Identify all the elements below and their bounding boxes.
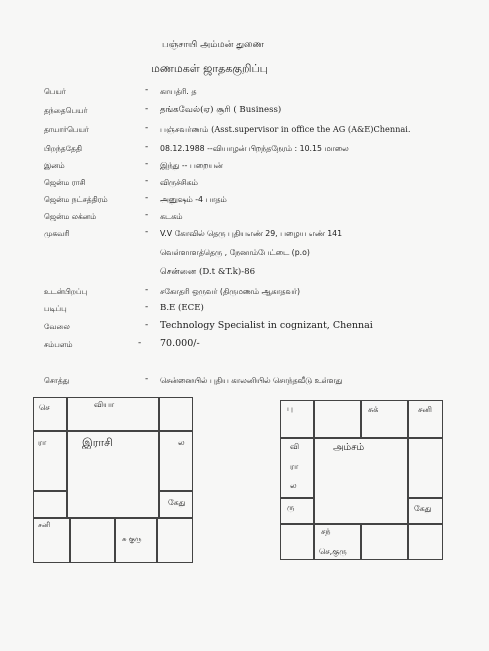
rasi-cell [33,491,67,518]
amsam-cell [314,524,361,560]
rasi-cell-text: வியா [94,400,115,409]
amsam-cell-text: சனி [418,405,432,414]
label-star: ஜென்ம நட்சத்திரம் [44,195,108,204]
rasi-cell [115,518,157,563]
value-rasi: விருச்சிகம் [160,178,198,187]
rasi-center-label: இராசி [82,436,113,449]
amsam-cell [361,524,408,560]
label-occupation: வேலை [44,322,70,331]
rasi-cell [33,518,70,563]
amsam-cell [408,524,443,560]
label-name: பெயர் [44,87,66,96]
amsam-cell-text: சந் [321,527,331,536]
value-siblings: சகோதரி ஒருவர் (திருமணம் ஆகாதவர்) [160,287,301,296]
amsam-cell-text: ல [290,481,297,490]
row-dash: - [145,374,149,384]
amsam-cell [314,400,361,438]
value-occupation: Technology Specialist in cognizant, Chennai [160,320,373,331]
amsam-cell [408,498,443,524]
label-father-name: தந்தைபெயர் [44,106,88,115]
rasi-cell-text: ரா [38,438,47,447]
rasi-cell [33,431,67,491]
amsam-cell-text: கேது [414,504,432,513]
value-community: இந்து -- பறையன் [160,161,223,170]
value-date-of-birth: 08.12.1988 --வியாழன் பிறந்தநேரம் : 10.15 மாலை [160,144,349,153]
value-lagnam: கடகம் [160,212,183,221]
row-dash: - [145,210,149,220]
amsam-cell-text: வி [290,442,300,451]
value-star: அனுஷம் -4 பாதம் [160,195,227,204]
label-lagnam: ஜென்ம லக்னம் [44,212,97,221]
amsam-cell [280,498,314,524]
row-dash: - [145,193,149,203]
invocation-heading: பஞ்சாயி அம்மன் துணை [162,40,264,50]
row-dash: - [145,320,149,330]
label-address: முகவரி [44,229,70,238]
rasi-cell [67,397,159,431]
rasi-cell [33,397,67,431]
amsam-cell-text: செ,குரு [319,547,347,556]
row-dash: - [145,142,149,152]
amsam-cell-text: ரா [290,462,299,471]
label-date-of-birth: பிறந்ததேதி [44,144,82,153]
label-mother-name: தாயார்பெயர் [44,125,89,134]
amsam-cell-text: சுக் [368,405,379,414]
rasi-cell [70,518,115,563]
row-dash: - [145,285,149,295]
row-dash: - [145,302,149,312]
value-education: B.E (ECE) [160,303,204,313]
label-education: படிப்பு [44,304,67,313]
row-dash: - [138,338,142,348]
value-father-name: தங்கவேல்(ஏ) சூரி ( Business) [160,105,282,115]
value-name: காயத்ரி. த [160,87,197,96]
row-dash: - [145,123,149,133]
row-dash: - [145,159,149,169]
rasi-cell [157,518,193,563]
amsam-cell [361,400,408,438]
amsam-center-label: அம்சம் [333,442,365,453]
label-property: சொத்து [44,376,70,385]
value-mother-name: பஞ்சவர்ணம் (Asst.supervisor in office the AG (A&E)Chennai. [160,124,411,134]
amsam-cell-text: பு [287,404,293,413]
label-community: இனம் [44,161,65,170]
document-title: மணமகள் ஜாதககுறிப்பு [151,62,268,75]
rasi-cell [159,491,193,518]
amsam-cell [280,524,314,560]
value-address-line2: வெள்ளாளத்தெரு , நேனாம்பேட்டை (p.o) [160,248,310,257]
rasi-cell-text: செ [39,403,50,412]
rasi-cell-text: ல [178,438,185,447]
amsam-cell [408,400,443,438]
rasi-cell-text: சு குரு [122,535,142,543]
rasi-cell-text: சனி [38,521,51,529]
amsam-cell [408,438,443,498]
value-address-line3: சென்னை (D.t &T.k)-86 [160,267,256,277]
value-property: சென்னையில் புதிய காலனியில் சொந்தவீடு உள்ளது [160,376,343,385]
amsam-cell-text: ரு [287,503,295,512]
row-dash: - [145,85,149,95]
amsam-cell [280,400,314,438]
amsam-center [314,438,408,524]
value-salary: 70.000/- [160,338,200,349]
label-salary: சம்பளம் [44,340,73,349]
row-dash: - [145,176,149,186]
label-rasi: ஜென்ம ராசி [44,178,86,187]
rasi-cell [159,431,193,491]
row-dash: - [145,227,149,237]
rasi-cell-text: கேது [168,498,186,507]
value-address-line1: V.V கோவில் தெரு புதியஎண் 29, பழைய எண் 141 [160,229,343,238]
rasi-cell [159,397,193,431]
rasi-center [67,431,159,518]
label-siblings: உடன்பிறப்பு [44,287,88,296]
amsam-cell [280,438,314,498]
row-dash: - [145,104,149,114]
